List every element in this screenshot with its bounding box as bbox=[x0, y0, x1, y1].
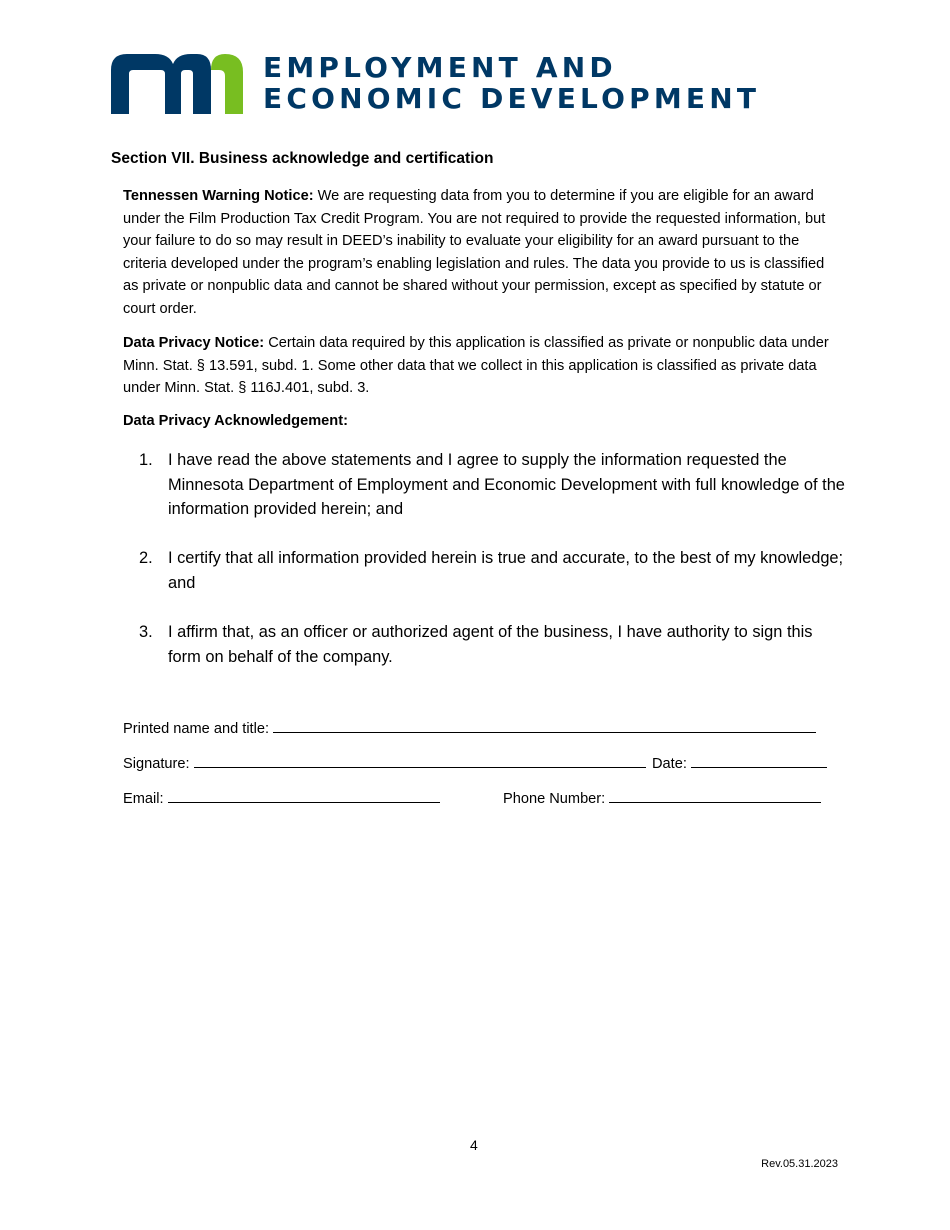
data-privacy-paragraph bbox=[123, 332, 843, 400]
data-privacy-label: Data Privacy Notice: bbox=[123, 335, 265, 351]
printed-name-row bbox=[123, 717, 816, 737]
data-privacy-text: Certain data required by this application is classified as private or nonpublic data under Minn. Stat. § 13.591, subd. 1. Some other data that we collect in this application is classified as private data under Minn. Stat. § 116J.401, subd. 3. bbox=[123, 335, 829, 396]
signature-label: Signature: bbox=[123, 756, 190, 772]
logo-line-1: EMPLOYMENT AND bbox=[263, 51, 617, 84]
signature-field[interactable] bbox=[194, 752, 646, 768]
list-item-text: I affirm that, as an officer or authorized agent of the business, I have authority to sign this form on behalf of the company. bbox=[168, 623, 813, 666]
logo-text bbox=[263, 52, 760, 114]
date-field[interactable] bbox=[691, 752, 827, 768]
revision-date: Rev.05.31.2023 bbox=[761, 1158, 838, 1170]
mn-logo-icon bbox=[111, 54, 243, 114]
email-label: Email: bbox=[123, 791, 164, 807]
phone-field[interactable] bbox=[609, 787, 821, 803]
date-row bbox=[652, 752, 827, 772]
acknowledgement-heading: Data Privacy Acknowledgement: bbox=[123, 413, 348, 429]
deed-logo bbox=[111, 52, 771, 114]
list-item-number: 1. bbox=[139, 451, 153, 469]
phone-label: Phone Number: bbox=[503, 791, 606, 807]
section-title: Section VII. Business acknowledge and certification bbox=[111, 150, 494, 167]
tennessen-warning-paragraph bbox=[123, 185, 843, 320]
tennessen-warning-label: Tennessen Warning Notice: bbox=[123, 188, 314, 204]
date-label: Date: bbox=[652, 756, 687, 772]
list-item-number: 3. bbox=[139, 623, 153, 641]
logo-line-2: ECONOMIC DEVELOPMENT bbox=[263, 82, 761, 115]
list-item-number: 2. bbox=[139, 549, 153, 567]
list-item-text: I certify that all information provided herein is true and accurate, to the best of my knowledge; and bbox=[168, 549, 844, 592]
list-item-text: I have read the above statements and I agree to supply the information requested the Minnesota Department of Employment and Economic Development with full knowledge of the information provided herein; and bbox=[168, 451, 845, 518]
phone-row bbox=[503, 787, 821, 807]
page-number: 4 bbox=[470, 1137, 478, 1153]
email-field[interactable] bbox=[168, 787, 440, 803]
printed-name-label: Printed name and title: bbox=[123, 721, 270, 737]
printed-name-field[interactable] bbox=[273, 717, 816, 733]
email-row bbox=[123, 787, 440, 807]
signature-row bbox=[123, 752, 646, 772]
tennessen-warning-text: We are requesting data from you to determine if you are eligible for an award under the Film Production Tax Credit Program. You are not required to provide the requested information, but your failure to do so may result in DEED’s inability to evaluate your eligibility for an award pursuant to the criteria developed under the program’s enabling legislation and rules. The data you provide to us is classified as private or nonpublic data and cannot be shared without your permission, except as specified by statute or court order. bbox=[123, 188, 826, 317]
